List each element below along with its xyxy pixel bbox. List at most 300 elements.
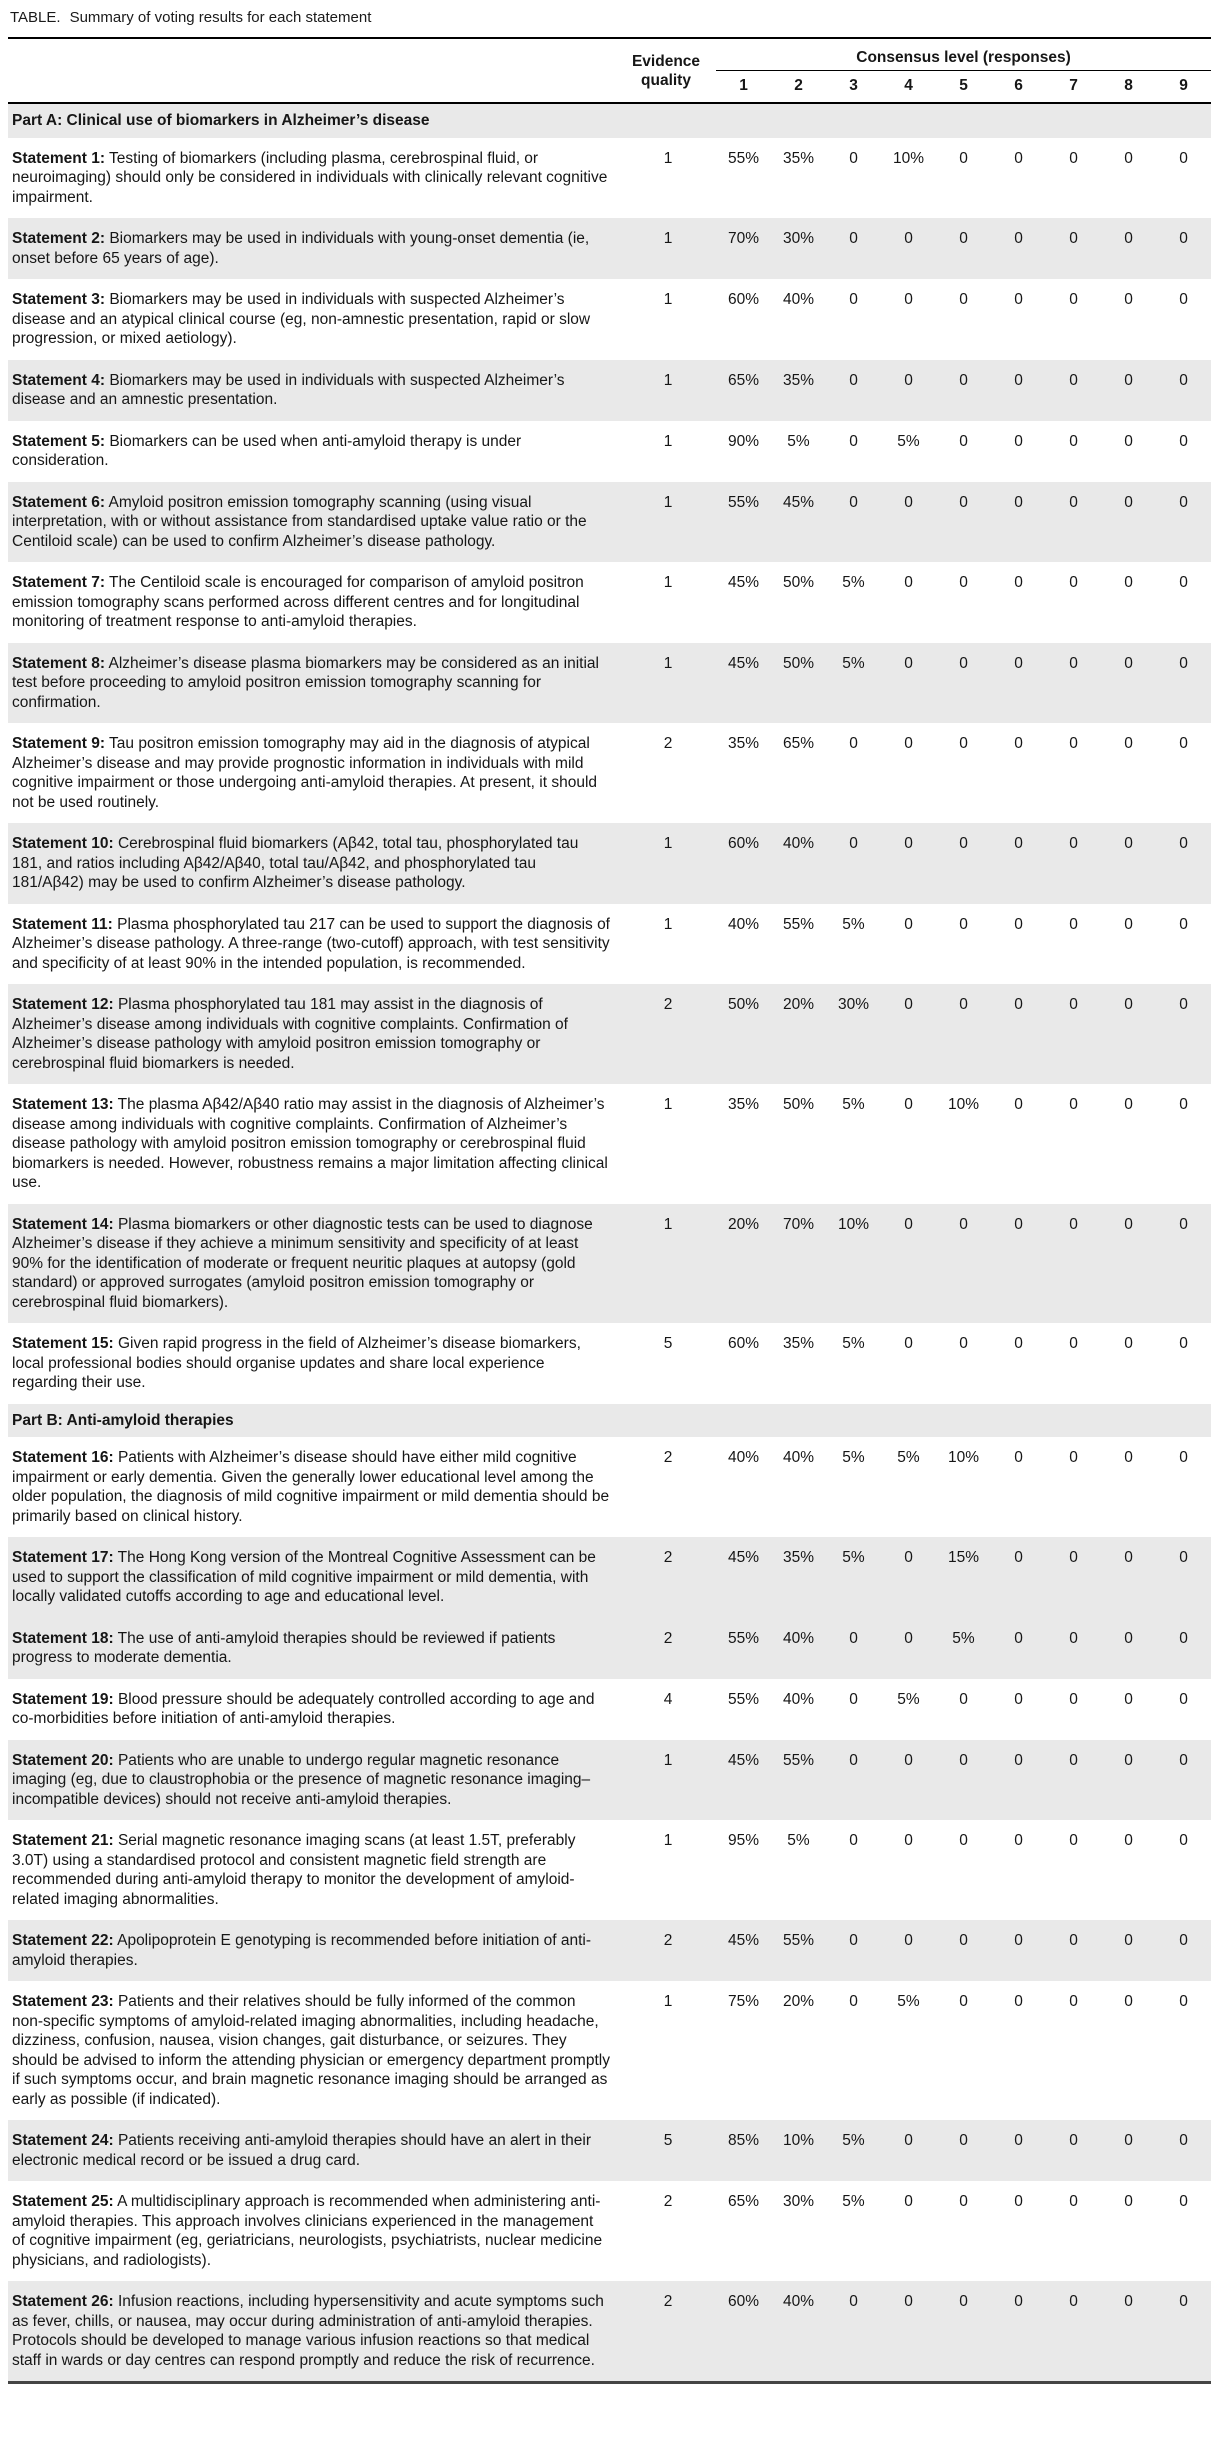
evidence-quality-value: 1 [620,218,716,279]
response-value-col7: 0 [1069,1993,1078,2010]
response-value-col4: 0 [881,1618,936,1679]
response-value-col6: 0 [991,1740,1046,1821]
response-value-col1: 55% [727,1690,760,1708]
response-value-col5: 0 [936,218,991,279]
response-value-col8: 0 [1124,735,1133,752]
section-header-row [8,103,1211,138]
statement-label: Statement 5: [12,432,106,450]
response-value-col4: 0 [881,1537,936,1618]
response-value-col1: 60% [727,1335,760,1352]
response-value-col4: 0 [881,643,936,724]
response-value-col9: 0 [1156,218,1211,279]
response-value-col3: 0 [826,1920,881,1981]
response-value-col7: 0 [1046,360,1101,421]
response-value-col6: 0 [991,1618,1046,1679]
response-value-col3: 30% [826,984,881,1084]
statement-row [8,1323,1211,1404]
evidence-quality-value: 4 [663,1690,673,1708]
response-value-col5: 0 [959,735,968,752]
statement-text: Statement 4: Biomarkers may be used in individuals with suspected Alzheimer’s disease and an amnestic presentation. [8,360,620,421]
response-value-col7: 0 [1046,823,1101,904]
statement-text: Statement 7: The Centiloid scale is encouraged for comparison of amyloid positron emission tomography scans performed across different centres and for longitudinal monitoring of treatment response to anti-amyloid therapies. [12,574,584,630]
response-value-col3: 0 [849,1832,858,1849]
response-value-col4: 0 [881,360,936,421]
consensus-level-header: Consensus level (responses) [716,38,1211,71]
response-value-col2: 50% [782,1096,815,1113]
response-value-col7: 0 [1069,1449,1078,1466]
evidence-quality-value: 2 [663,735,673,752]
response-value-col1: 60% [716,2281,771,2383]
response-value-col6: 0 [991,1204,1046,1324]
response-value-col8: 0 [1124,574,1133,591]
response-value-col4: 0 [904,2193,913,2210]
response-value-col1: 75% [727,1993,760,2010]
response-value-col7: 0 [1046,2120,1101,2181]
evidence-quality-value: 1 [663,574,673,591]
evidence-quality-value: 1 [663,432,673,450]
response-value-col7: 0 [1046,1740,1101,1821]
response-value-col5: 0 [959,1832,968,1849]
response-value-col8: 0 [1124,149,1133,167]
response-value-col2: 35% [782,1335,815,1352]
response-value-col3: 5% [842,915,865,933]
response-value-col3: 5% [826,643,881,724]
response-value-col9: 0 [1156,1537,1211,1618]
response-value-col5: 0 [959,1690,968,1708]
response-value-col1: 65% [727,2193,760,2210]
statement-label: Statement 2: [12,230,106,247]
statement-text: Statement 1: Testing of biomarkers (including plasma, cerebrospinal fluid, or neuroimaging) should only be considered in individuals with clinically relevant cognitive impairment. [12,149,608,206]
response-value-col2: 50% [782,574,815,591]
response-value-col8: 0 [1124,2193,1133,2210]
response-value-col9: 0 [1156,1740,1211,1821]
response-value-col8: 0 [1124,1993,1133,2010]
response-value-col3: 0 [849,432,858,450]
statement-text: Statement 26: Infusion reactions, including hypersensitivity and acute symptoms such as fever, chills, or nausea, may occur during administration of anti-amyloid therapies. Protocols should be developed to manage various infusion reactions so that medical staff in wards or day centres can respond promptly and reduce the risk of recurrence. [8,2281,620,2383]
response-column-header-5: 5 [936,71,991,104]
response-value-col7: 0 [1069,2193,1078,2210]
response-value-col3: 0 [849,735,858,752]
response-value-col8: 0 [1101,1618,1156,1679]
response-value-col2: 5% [787,432,810,450]
response-column-header-8: 8 [1101,71,1156,104]
statement-label: Statement 4: [12,371,106,389]
response-value-col2: 40% [782,291,815,308]
response-value-col1: 65% [716,360,771,421]
response-value-col6: 0 [1014,1449,1023,1466]
response-value-col5: 0 [936,1920,991,1981]
evidence-quality-value: 2 [620,1537,716,1618]
response-value-col3: 0 [826,823,881,904]
statement-row [8,562,1211,643]
response-value-col2: 65% [782,735,815,752]
response-value-col3: 0 [826,218,881,279]
response-value-col7: 0 [1046,1618,1101,1679]
evidence-quality-value: 1 [620,1204,716,1324]
evidence-quality-value: 1 [620,360,716,421]
evidence-quality-value: 2 [663,1449,673,1466]
response-value-col8: 0 [1124,1832,1133,1849]
evidence-quality-value: 1 [620,1740,716,1821]
statement-label: Statement 3: [12,291,106,308]
response-value-col9: 0 [1179,1096,1188,1113]
response-value-col9: 0 [1156,823,1211,904]
response-value-col3: 5% [842,574,865,591]
response-value-col7: 0 [1046,1920,1101,1981]
statement-label: Statement 7: [12,574,106,591]
evidence-quality-value: 1 [620,823,716,904]
response-column-header-6: 6 [991,71,1046,104]
response-value-col6: 0 [1014,291,1023,308]
response-value-col2: 40% [771,1618,826,1679]
statement-row [8,1437,1211,1537]
response-value-col4: 5% [897,1993,920,2010]
voting-results-table [8,37,1211,2384]
response-value-col5: 0 [936,643,991,724]
response-value-col4: 0 [904,915,913,933]
statement-label: Statement 11: [12,915,113,933]
response-value-col6: 0 [991,360,1046,421]
response-value-col4: 5% [897,1690,920,1708]
response-value-col8: 0 [1124,1335,1133,1352]
response-value-col9: 0 [1179,1690,1188,1708]
response-column-header-9: 9 [1156,71,1211,104]
response-value-col6: 0 [1014,915,1023,933]
statement-text: Statement 6: Amyloid positron emission tomography scanning (using visual interpretation, with or without assistance from standardised uptake value ratio or the Centiloid scale) can be used to confirm Alzheimer’s disease pathology. [8,482,620,563]
statement-label: Statement 18: [12,1629,114,1647]
statement-text: Statement 17: The Hong Kong version of the Montreal Cognitive Assessment can be used to support the classification of mild cognitive impairment or mild dementia, with locally validated cutoffs according to age and educational level. [8,1537,620,1618]
statement-row [8,984,1211,1084]
response-value-col4: 0 [904,735,913,752]
statement-row [8,823,1211,904]
statement-label: Statement 20: [12,1751,114,1769]
response-value-col5: 10% [947,1096,980,1113]
response-value-col8: 0 [1101,823,1156,904]
response-value-col3: 0 [849,1690,858,1708]
response-value-col5: 10% [947,1449,980,1466]
response-value-col4: 0 [904,1335,913,1352]
section-header-row [8,1404,1211,1438]
response-value-col2: 55% [771,1740,826,1821]
evidence-quality-value: 5 [663,1335,673,1352]
statement-label: Statement 16: [12,1449,114,1466]
evidence-quality-value: 1 [663,915,673,933]
table-header [8,38,1211,103]
statement-label: Statement 14: [12,1215,114,1233]
response-value-col1: 45% [716,1740,771,1821]
response-value-col6: 0 [1014,1832,1023,1849]
statement-text: Statement 25: A multidisciplinary approach is recommended when administering anti-amyloid therapies. This approach involves clinicians experienced in the management of cognitive impairment (eg, geriatricians, neurologists, psychiatrists, nuclear medicine physicians, and radiologists). [12,2193,603,2269]
response-value-col8: 0 [1124,1449,1133,1466]
statement-text: Statement 20: Patients who are unable to undergo regular magnetic resonance imaging (eg, due to claustrophobia or the presence of magnetic resonance imaging–incompatible devices) should not receive anti-amyloid therapies. [8,1740,620,1821]
statement-text: Statement 10: Cerebrospinal fluid biomarkers (Aβ42, total tau, phosphorylated tau 181, and ratios including Aβ42/Aβ40, total tau/Aβ42, and phosphorylated tau 181/Aβ42) may be used to confirm Alzheimer’s disease pathology. [8,823,620,904]
response-value-col9: 0 [1179,2193,1188,2210]
response-value-col9: 0 [1179,291,1188,308]
response-value-col9: 0 [1156,2120,1211,2181]
statement-text: Statement 9: Tau positron emission tomography may aid in the diagnosis of atypical Alzheimer’s disease and may provide prognostic information in individuals with mild cognitive impairment or those undergoing anti-amyloid therapies. At present, it should not be used routinely. [12,735,598,811]
statement-text: Statement 24: Patients receiving anti-amyloid therapies should have an alert in their electronic medical record or be issued a drug card. [8,2120,620,2181]
response-value-col4: 0 [904,1832,913,1849]
response-value-col2: 20% [782,1993,815,2010]
response-value-col3: 5% [826,1537,881,1618]
statement-row [8,218,1211,279]
response-value-col5: 0 [959,574,968,591]
statement-label: Statement 17: [12,1549,114,1566]
response-value-col8: 0 [1101,1204,1156,1324]
response-value-col4: 0 [881,2281,936,2383]
statement-row [8,2181,1211,2281]
response-value-col4: 5% [897,1449,920,1466]
response-value-col1: 45% [716,1920,771,1981]
response-column-header-2: 2 [771,71,826,104]
response-value-col3: 5% [842,1449,865,1466]
response-value-col8: 0 [1101,2120,1156,2181]
response-value-col5: 0 [959,915,968,933]
statement-text: Statement 12: Plasma phosphorylated tau 181 may assist in the diagnosis of Alzheimer’s disease among individuals with cognitive complaints. Confirmation of Alzheimer’s disease pathology with amyloid positron emission tomography or cerebrospinal fluid biomarkers is needed. [8,984,620,1084]
response-value-col3: 0 [849,1993,858,2010]
response-value-col9: 0 [1179,1449,1188,1466]
response-value-col5: 0 [959,1335,968,1352]
statement-row [8,2120,1211,2181]
response-value-col9: 0 [1156,1204,1211,1324]
response-value-col6: 0 [1014,1690,1023,1708]
response-value-col9: 0 [1156,482,1211,563]
response-value-col1: 60% [716,823,771,904]
response-value-col4: 0 [881,1920,936,1981]
response-value-col6: 0 [1014,149,1023,167]
response-value-col4: 0 [881,823,936,904]
statement-text: Statement 8: Alzheimer’s disease plasma biomarkers may be considered as an initial test before proceeding to amyloid positron emission tomography scanning for confirmation. [8,643,620,724]
response-value-col4: 0 [904,574,913,591]
response-value-col5: 0 [936,2281,991,2383]
response-column-header-4: 4 [881,71,936,104]
statement-row [8,1920,1211,1981]
response-value-col5: 0 [959,291,968,308]
response-value-col6: 0 [1014,2193,1023,2210]
statement-label: Statement 10: [12,835,114,852]
statement-label: Statement 22: [12,1932,114,1949]
response-value-col6: 0 [1014,574,1023,591]
statement-text: Statement 3: Biomarkers may be used in individuals with suspected Alzheimer’s disease and an atypical clinical course (eg, non-amnestic presentation, rapid or slow progression, or mixed aetiology). [12,291,591,347]
statement-label: Statement 12: [12,996,114,1013]
response-value-col7: 0 [1046,643,1101,724]
response-column-header-7: 7 [1046,71,1101,104]
response-value-col4: 0 [881,1740,936,1821]
response-value-col6: 0 [991,823,1046,904]
statement-row [8,723,1211,823]
response-value-col1: 40% [727,1449,760,1466]
response-value-col5: 0 [936,823,991,904]
response-value-col3: 0 [826,482,881,563]
response-value-col2: 55% [771,1920,826,1981]
response-value-col8: 0 [1124,1096,1133,1113]
response-value-col4: 0 [904,1096,913,1113]
response-value-col3: 5% [842,1335,865,1352]
evidence-quality-value: 2 [620,984,716,1084]
response-value-col5: 0 [959,2193,968,2210]
response-value-col1: 40% [727,915,760,933]
response-value-col8: 0 [1124,1690,1133,1708]
statement-label: Statement 15: [12,1335,114,1352]
response-value-col6: 0 [991,1920,1046,1981]
response-value-col6: 0 [991,984,1046,1084]
response-value-col2: 10% [771,2120,826,2181]
response-value-col2: 40% [771,823,826,904]
response-value-col3: 0 [826,1618,881,1679]
response-value-col2: 40% [782,1449,815,1466]
statement-row [8,1204,1211,1324]
response-value-col1: 55% [716,1618,771,1679]
response-value-col6: 0 [1014,1335,1023,1352]
response-value-col5: 15% [936,1537,991,1618]
statement-text: Statement 2: Biomarkers may be used in individuals with young-onset dementia (ie, onset before 65 years of age). [8,218,620,279]
response-value-col7: 0 [1046,984,1101,1084]
response-value-col5: 0 [936,2120,991,2181]
response-value-col9: 0 [1179,149,1188,167]
statement-row [8,904,1211,985]
response-value-col9: 0 [1179,915,1188,933]
evidence-quality-value: 2 [620,1618,716,1679]
response-value-col8: 0 [1101,1537,1156,1618]
response-value-col8: 0 [1101,984,1156,1084]
statement-label: Statement 21: [12,1832,114,1849]
response-value-col2: 70% [771,1204,826,1324]
statement-label: Statement 1: [12,149,106,167]
response-value-col3: 0 [826,2281,881,2383]
response-value-col6: 0 [991,2281,1046,2383]
response-value-col1: 35% [727,735,760,752]
statement-row [8,1084,1211,1204]
evidence-quality-value: 1 [663,291,673,308]
response-value-col6: 0 [1014,432,1023,450]
response-value-col3: 10% [826,1204,881,1324]
table-caption [10,8,1211,28]
response-value-col7: 0 [1069,1832,1078,1849]
statement-label: Statement 25: [12,2193,114,2210]
section-title: Part A: Clinical use of biomarkers in Alzheimer’s disease [8,103,1211,138]
response-value-col6: 0 [991,482,1046,563]
response-value-col4: 10% [892,149,925,167]
response-value-col7: 0 [1046,482,1101,563]
response-value-col9: 0 [1179,1993,1188,2010]
response-value-col1: 70% [716,218,771,279]
statement-row [8,1820,1211,1920]
statement-text: Statement 13: The plasma Aβ42/Aβ40 ratio may assist in the diagnosis of Alzheimer’s disease among individuals with cognitive complaints. Confirmation of Alzheimer’s disease pathology with amyloid positron emission tomography or cerebrospinal fluid biomarkers is needed. However, robustness remains a major limitation affecting clinical use. [12,1096,608,1191]
statement-text: Statement 16: Patients with Alzheimer’s disease should have either mild cognitive impairment or early dementia. Given the generally lower educational level among the older population, the diagnosis of mild cognitive impairment or mild dementia should be primarily based on clinical history. [12,1449,610,1525]
evidence-quality-value: 1 [663,1993,673,2010]
response-value-col6: 0 [991,643,1046,724]
response-value-col4: 0 [881,482,936,563]
table-caption-label: TABLE. [10,9,61,26]
response-column-header-3: 3 [826,71,881,104]
response-value-col7: 0 [1069,149,1078,167]
response-value-col8: 0 [1101,2281,1156,2383]
response-value-col2: 55% [782,915,815,933]
statement-label: Statement 19: [12,1690,114,1708]
response-value-col6: 0 [991,2120,1046,2181]
response-value-col1: 90% [727,432,760,450]
statement-label: Statement 26: [12,2293,114,2310]
response-value-col7: 0 [1069,291,1078,308]
statement-text: Statement 22: Apolipoprotein E genotyping is recommended before initiation of anti-amyloid therapies. [8,1920,620,1981]
response-value-col9: 0 [1156,984,1211,1084]
response-value-col7: 0 [1069,735,1078,752]
response-value-col1: 95% [727,1832,760,1849]
evidence-quality-value: 2 [620,2281,716,2383]
evidence-quality-value: 1 [620,643,716,724]
statement-row [8,421,1211,482]
response-value-col9: 0 [1179,735,1188,752]
evidence-quality-value: 1 [663,1832,673,1849]
statement-label: Statement 13: [12,1096,114,1113]
response-value-col2: 35% [771,360,826,421]
response-value-col3: 5% [826,2120,881,2181]
response-value-col7: 0 [1069,915,1078,933]
response-value-col1: 45% [716,643,771,724]
response-value-col7: 0 [1069,574,1078,591]
evidence-quality-value: 2 [620,1920,716,1981]
evidence-quality-value: 1 [663,149,673,167]
statement-row [8,1679,1211,1740]
response-value-col3: 5% [842,1096,865,1113]
response-value-col3: 5% [842,2193,865,2210]
response-value-col4: 0 [881,2120,936,2181]
table-body [8,103,1211,2383]
response-value-col7: 0 [1069,1690,1078,1708]
response-value-col5: 0 [936,984,991,1084]
response-value-col1: 45% [716,1537,771,1618]
statement-text: Statement 11: Plasma phosphorylated tau 217 can be used to support the diagnosis of Alzheimer’s disease pathology. A three-range (two-cutoff) approach, with test sensitivity and specificity of at least 90% in the intended population, is recommended. [12,915,610,972]
table-caption-title: Summary of voting results for each statement [69,9,372,26]
response-value-col1: 55% [716,482,771,563]
response-value-col2: 45% [771,482,826,563]
statement-text: Statement 23: Patients and their relatives should be fully informed of the common non-specific symptoms of amyloid-related imaging abnormalities, including headache, dizziness, confusion, nausea, vision changes, gait disturbance, or seizures. They should be advised to inform the attending physician or emergency department promptly if such symptoms occur, and brain magnetic resonance imaging should be arranged as early as possible (if indicated). [12,1993,610,2108]
statement-column-header [8,38,620,103]
response-value-col5: 0 [959,1993,968,2010]
section-title: Part B: Anti-amyloid therapies [8,1404,1211,1438]
response-value-col1: 60% [727,291,760,308]
response-value-col9: 0 [1179,1832,1188,1849]
response-value-col6: 0 [1014,1096,1023,1113]
response-value-col3: 0 [849,291,858,308]
response-value-col2: 35% [771,1537,826,1618]
response-value-col1: 55% [727,149,760,167]
response-value-col9: 0 [1179,1335,1188,1352]
response-value-col7: 0 [1069,1096,1078,1113]
response-value-col8: 0 [1124,915,1133,933]
response-value-col5: 0 [936,1740,991,1821]
response-value-col4: 0 [881,218,936,279]
response-value-col3: 0 [826,360,881,421]
response-value-col5: 0 [959,149,968,167]
response-value-col9: 0 [1156,360,1211,421]
response-value-col7: 0 [1046,1537,1101,1618]
response-value-col6: 0 [991,1537,1046,1618]
response-value-col6: 0 [991,218,1046,279]
response-value-col8: 0 [1124,291,1133,308]
statement-text: Statement 21: Serial magnetic resonance imaging scans (at least 1.5T, preferably 3.0T) using a standardised protocol and consistent magnetic field strength are recommended during anti-amyloid therapy to monitor the development of amyloid-related imaging abnormalities. [12,1832,576,1908]
response-value-col6: 0 [1014,735,1023,752]
statement-label: Statement 24: [12,2132,114,2149]
statement-text: Statement 14: Plasma biomarkers or other diagnostic tests can be used to diagnose Alzheimer’s disease if they achieve a minimum sensitivity and specificity of at least 90% for the identification of moderate or frequent neuritic plaques at autopsy (gold standard) or approved surrogates (amyloid positron emission tomography or cerebrospinal fluid biomarkers). [8,1204,620,1324]
statement-row [8,1981,1211,2120]
statement-row [8,1537,1211,1618]
response-value-col8: 0 [1101,360,1156,421]
response-value-col8: 0 [1101,482,1156,563]
response-value-col1: 85% [716,2120,771,2181]
response-value-col5: 0 [936,482,991,563]
response-value-col2: 20% [771,984,826,1084]
